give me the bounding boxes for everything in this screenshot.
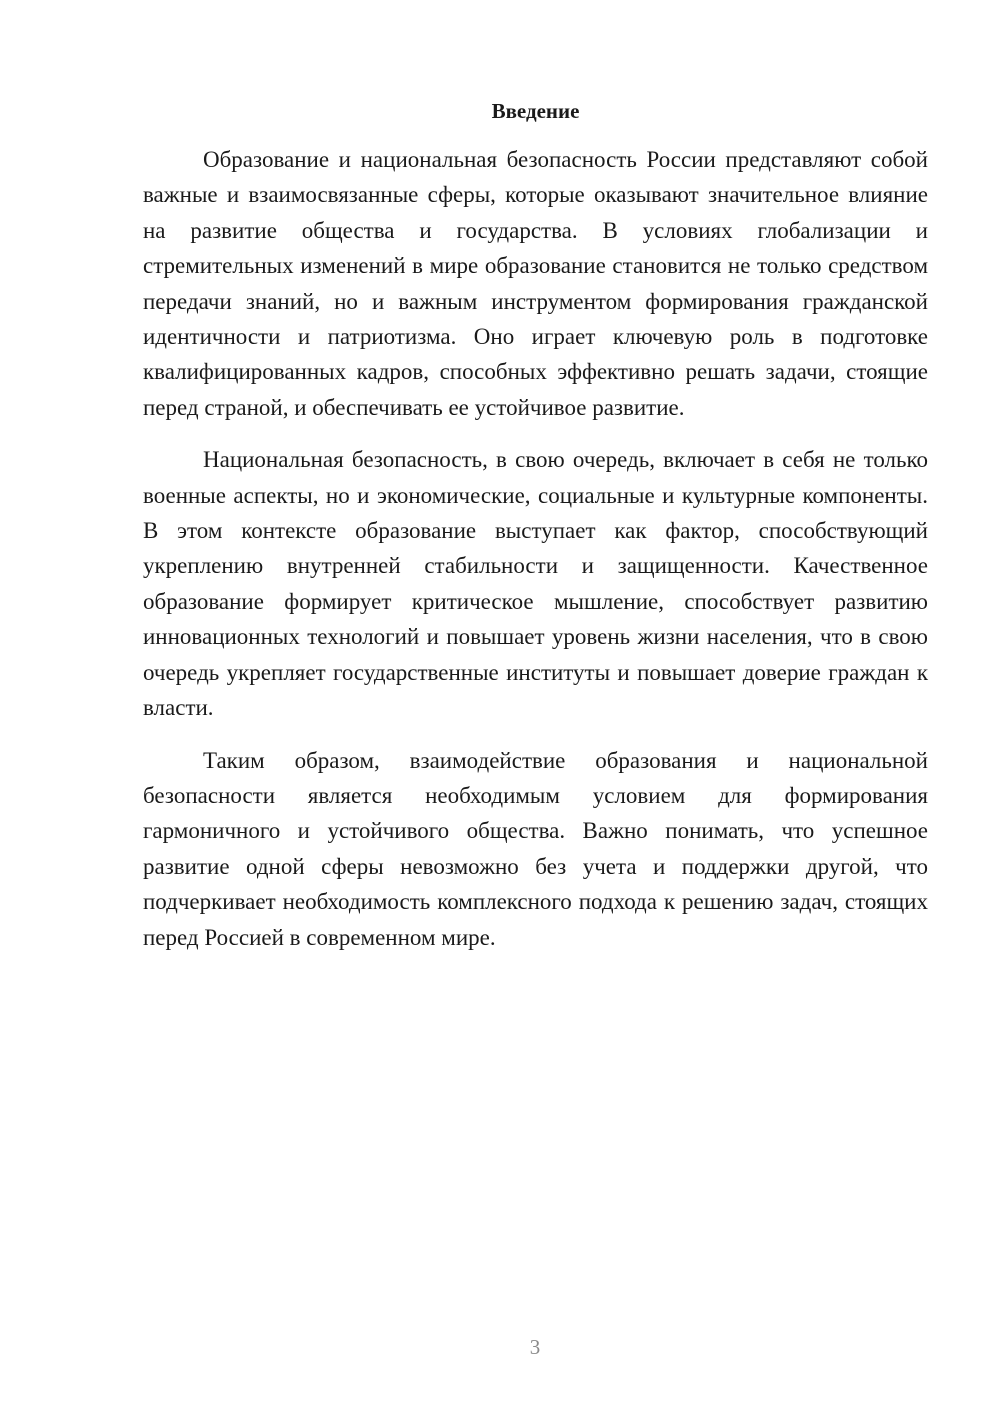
page-number: 3 — [529, 1335, 541, 1359]
paragraph-2: Национальная безопасность, в свою очередь, включает в себя не только военные аспекты, но и экономические, социальные и культурные компоненты. В этом контексте образование выступает как фактор, способствующий укреплению внутренней стабильности и защищенности. Качественное образование формирует критическое мышление, способствует развитию инновационных технологий и повышает уровень жизни населения, что в свою очередь укрепляет государственные институты и повышает доверие граждан к власти. — [143, 447, 928, 721]
paragraph-3: Таким образом, взаимодействие образования и национальной безопасности является необходимым условием для формирования гармоничного и устойчивого общества. Важно понимать, что успешное развитие одной сферы невозможно без учета и поддержки другой, что подчеркивает необходимость комплексного подхода к решению задач, стоящих перед Россией в современном мире. — [143, 747, 928, 950]
body-text — [143, 142, 928, 972]
section-heading: Введение — [491, 99, 580, 123]
paragraph-1: Образование и национальная безопасность России представляют собой важные и взаимосвязанные сферы, которые оказывают значительное влияние на развитие общества и государства. В условиях глобализации и стремительных изменений в мире образование становится не только средством передачи знаний, но и важным инструментом формирования гражданской идентичности и патриотизма. Оно играет ключевую роль в подготовке квалифицированных кадров, способных эффективно решать задачи, стоящие перед страной, и обеспечивать ее устойчивое развитие. — [143, 147, 928, 420]
